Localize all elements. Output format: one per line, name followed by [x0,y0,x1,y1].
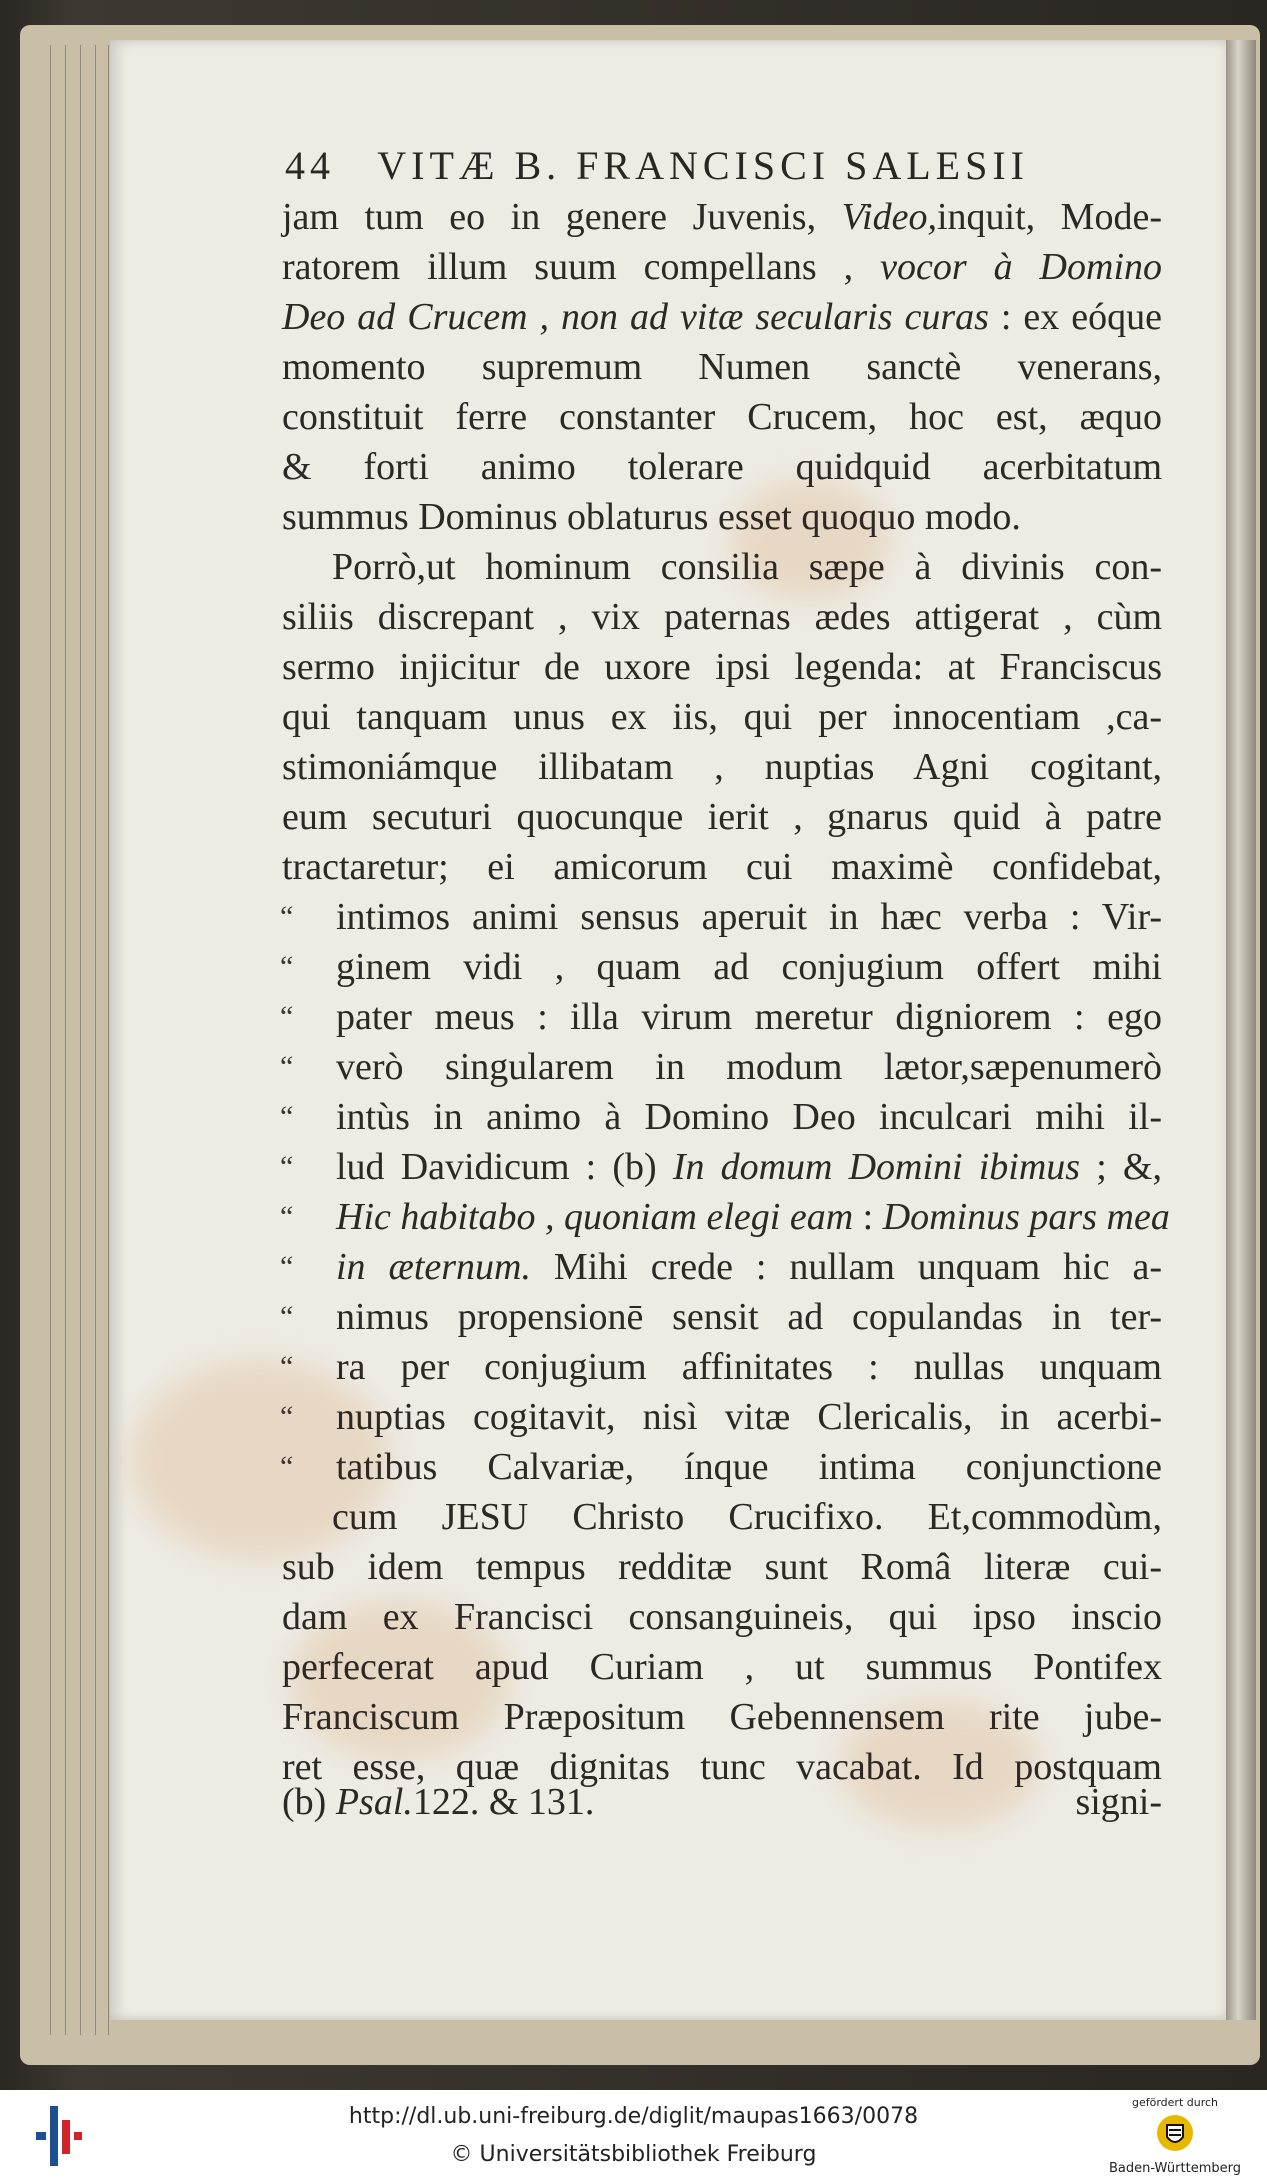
running-title: VITÆ B. FRANCISCI SALESII [377,143,1029,188]
text-line [282,642,1162,692]
text-line [282,342,1162,392]
quote-mark: “ [280,1350,294,1383]
text-line [282,692,1162,742]
text-line [282,1392,1162,1442]
text-line [282,1592,1162,1642]
text-segment: tractaretur; ei amicorum cui maximè confidebat, [282,846,1162,888]
text-line [282,242,1162,292]
text-segment: siliis discrepant , vix paternas ædes attigerat , cùm [282,596,1162,638]
footnote-prefix: (b) [282,1781,336,1823]
text-line [282,192,1162,242]
text-segment: sub idem tempus redditæ sunt Româ literæ cui- [282,1546,1162,1588]
quote-mark: “ [280,1000,294,1033]
footnote [282,1780,1162,1830]
page-edge [85,45,96,2035]
page-edge [98,45,109,2035]
text-segment: verò singularem in modum lætor,sæpenumerò [336,1046,1162,1088]
text-line [282,992,1162,1042]
text-line [282,892,1162,942]
text-line [282,1292,1162,1342]
quote-mark: “ [280,1200,294,1233]
funder-label: gefördert durch [1131,2096,1219,2109]
text-line [282,592,1162,642]
page-edge [40,45,51,2035]
text-segment: constituit ferre constanter Crucem, hoc est, æquo [282,396,1162,438]
text-line [282,1442,1162,1492]
text-segment: Porrò,ut hominum consilia sæpe à divinis con- [332,546,1162,588]
catchword: signi- [1075,1781,1162,1823]
text-segment: nuptias cogitavit, nisì vitæ Clericalis, in acerbi- [336,1396,1162,1438]
page-edge [55,45,66,2035]
running-header [285,142,1185,192]
text-line [282,492,1162,542]
text-segment: cum JESU Christo Crucifixo. Et,commodùm, [332,1496,1162,1538]
text-segment: Franciscum Præpositum Gebennensem rite jube- [282,1696,1162,1738]
text-line [282,1492,1162,1542]
quote-mark: “ [280,950,294,983]
text-line [282,1642,1162,1692]
state-seal-icon [1155,2113,1195,2153]
italic-text: In domum Domini ibimus [672,1146,1081,1188]
text-segment: sermo injicitur de uxore ipsi legenda: at Franciscus [282,646,1162,688]
text-line [282,842,1162,892]
italic-text: Video, [841,196,937,238]
text-segment: dam ex Francisci consanguineis, qui ipso inscio [282,1596,1162,1638]
italic-text: Deo ad Crucem , non ad vitæ secularis curas [282,296,989,338]
text-segment: nimus propensionē sensit ad copulandas in ter- [336,1296,1162,1338]
text-segment: & forti animo tolerare quidquid acerbitatum [282,446,1162,488]
quote-mark: “ [280,1050,294,1083]
text-line [282,1342,1162,1392]
text-segment: ratorem illum suum compellans , [282,246,881,288]
quote-mark: “ [280,1400,294,1433]
text-segment: ginem vidi , quam ad conjugium offert mihi [336,946,1162,988]
text-line [282,442,1162,492]
text-line [282,292,1162,342]
italic-text: Hic habitabo , quoniam elegi eam [336,1196,854,1238]
text-segment: : [853,1196,883,1238]
text-line [282,792,1162,842]
text-segment: : ex eóque [988,296,1162,338]
text-line [282,1542,1162,1592]
text-segment: stimoniámque illibatam , nuptias Agni cogitant, [282,746,1162,788]
text-segment: intimos animi sensus aperuit in hæc verba : Vir- [336,896,1162,938]
text-segment: lud Davidicum : (b) [336,1146,673,1188]
text-segment: summus Dominus oblaturus esset quoquo modo. [282,496,1021,538]
text-segment: ret esse, quæ dignitas tunc vacabat. Id postquam [282,1746,1162,1788]
italic-text: Dominus pars mea [882,1196,1170,1238]
quote-mark: “ [280,1450,294,1483]
italic-text: in æternum. [336,1246,531,1288]
next-page-edge [1226,40,1256,2020]
quote-mark: “ [280,1250,294,1283]
text-segment: qui tanquam unus ex iis, qui per innocentiam ,ca- [282,696,1162,738]
funder-badge [1100,2096,1250,2178]
text-line [282,1042,1162,1092]
permalink-url[interactable]: http://dl.ub.uni-freiburg.de/diglit/maupas1663/0078 [348,2104,919,2129]
text-line [282,1242,1162,1292]
quote-mark: “ [280,1300,294,1333]
text-segment: intùs in animo à Domino Deo inculcari mihi il- [336,1096,1162,1138]
text-line [282,542,1162,592]
page-number: 44 [285,143,335,188]
body-text [280,192,1170,1792]
text-segment: pater meus : illa virum meretur digniorem : ego [336,996,1162,1038]
text-line [280,1192,1170,1242]
footnote-ref: Psal. [335,1781,413,1823]
text-line [282,1092,1162,1142]
viewer-footer [0,2090,1267,2180]
quote-mark: “ [280,1150,294,1183]
text-segment: ra per conjugium affinitates : nullas unquam [336,1346,1162,1388]
text-segment: inquit, Mode- [936,196,1162,238]
text-segment: Mihi crede : nullam unquam hic a- [530,1246,1163,1288]
italic-text: vocor à Domino [880,246,1162,288]
quote-mark: “ [280,900,294,933]
text-segment: perfecerat apud Curiam , ut summus Pontifex [282,1646,1162,1688]
text-line [282,942,1162,992]
text-line [282,1692,1162,1742]
text-segment: tatibus Calvariæ, ínque intima conjunctione [336,1446,1162,1488]
quote-mark: “ [280,1100,294,1133]
text-segment: eum secuturi quocunque ierit , gnarus quid à patre [282,796,1162,838]
text-line [282,742,1162,792]
funder-name: Baden-Württemberg [1109,2161,1241,2176]
text-segment: momento supremum Numen sanctè venerans, [282,346,1162,388]
page-edge [70,45,81,2035]
copyright-text: © Universitätsbibliothek Freiburg [450,2142,817,2167]
text-segment: jam tum eo in genere Juvenis, [282,196,842,238]
text-line [282,392,1162,442]
text-segment: ; &, [1080,1146,1162,1188]
footnote-suffix: 122. & 131. [412,1781,595,1823]
text-line [282,1142,1162,1192]
